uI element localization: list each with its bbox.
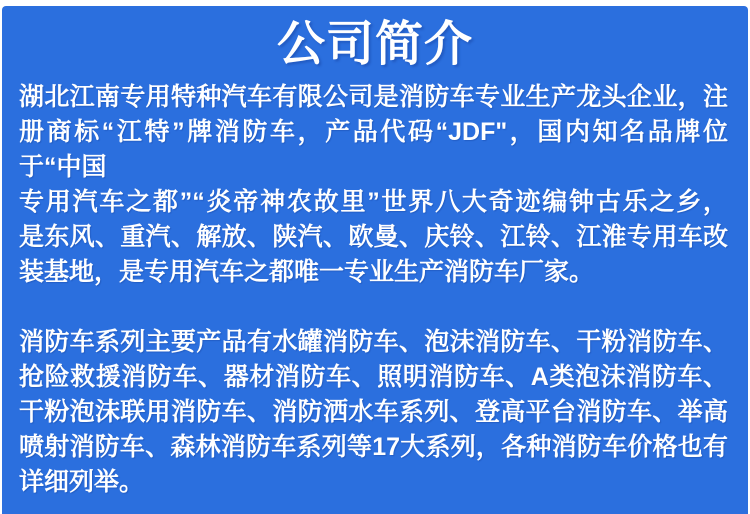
intro-line: 详细列举。	[19, 468, 145, 496]
company-intro-panel	[2, 6, 748, 514]
intro-line: 干粉泡沫联用消防车、消防洒水车系列、登高平台消防车、举高	[19, 398, 728, 426]
intro-line: 抢险救援消防车、器材消防车、照明消防车、A类泡沫消防车、	[19, 363, 728, 391]
intro-line: 装基地，是专用汽车之都唯一专业生产消防车厂家。	[19, 258, 595, 286]
page-title: 公司简介	[276, 18, 473, 71]
intro-line: 专用汽车之都”“炎帝神农故里”世界八大奇迹编钟古乐之乡，	[19, 188, 728, 216]
intro-text	[19, 80, 728, 500]
intro-line: 喷射消防车、森林消防车系列等17大系列，各种消防车价格也有	[19, 433, 728, 461]
intro-line: 是东风、重汽、解放、陕汽、欧曼、庆铃、江铃、江淮专用车改	[19, 223, 728, 251]
intro-paragraph-2	[19, 325, 728, 500]
intro-line: 于“中国	[19, 153, 107, 181]
intro-line: 消防车系列主要产品有水罐消防车、泡沫消防车、干粉消防车、	[19, 328, 728, 356]
intro-line: 册商标“江特”牌消防车，产品代码“JDF"，国内知名品牌位	[19, 118, 728, 146]
intro-paragraph-1	[19, 80, 728, 290]
intro-line: 湖北江南专用特种汽车有限公司是消防车专业生产龙头企业，注	[19, 83, 728, 111]
